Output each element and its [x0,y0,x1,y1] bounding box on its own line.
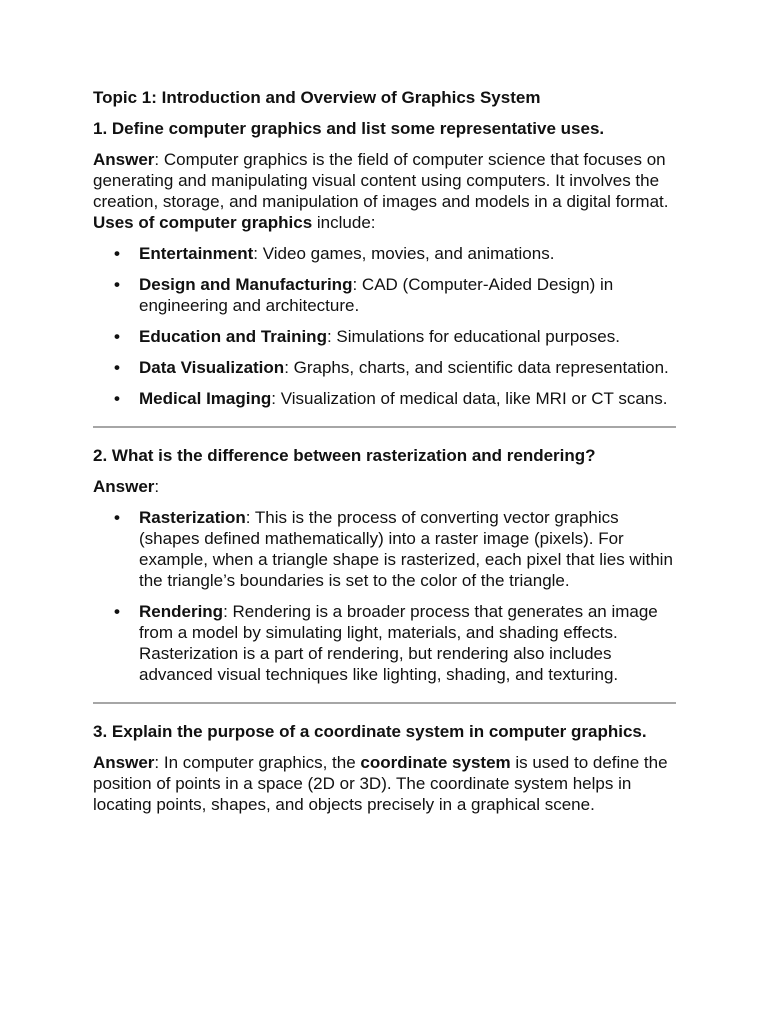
uses-list [93,243,677,409]
list-item-term: Rasterization [139,508,246,527]
list-item [93,274,677,316]
list-item-desc: : Video games, movies, and animations. [253,244,555,263]
difference-list [93,507,677,685]
list-item-term: Data Visualization [139,358,285,377]
question-3-section [93,721,677,815]
bullet-icon: • [114,508,120,527]
list-item-desc: : This is the process of converting vector graphics (shapes defined mathematically) into a raster image (pixels). For example, when a triangle shape is rasterized, each pixel that lies within the triangle’s boundaries is set to the color of the triangle. [139,508,673,590]
list-item [93,601,677,685]
answer-suffix: : [154,477,160,496]
bullet-icon: • [114,358,120,377]
list-item-term: Medical Imaging [139,389,272,408]
uses-suffix: include: [312,213,376,232]
list-item [93,388,677,409]
list-item [93,243,677,264]
bullet-icon: • [114,602,120,621]
list-item [93,507,677,591]
uses-label: Uses of computer graphics [93,213,313,232]
list-item [93,357,677,378]
answer-label: Answer [93,477,155,496]
section-divider [93,426,676,428]
question-3-answer [93,752,677,815]
question-1-section [93,118,677,409]
question-2-section [93,445,677,685]
list-item-term: Rendering [139,602,224,621]
question-3-heading: 3. Explain the purpose of a coordinate system in computer graphics. [93,722,647,741]
list-item-desc: : Visualization of medical data, like MRI or CT scans. [271,389,668,408]
list-item-desc: : CAD (Computer-Aided Design) in engineering and architecture. [139,275,614,315]
question-1-heading: 1. Define computer graphics and list some representative uses. [93,119,605,138]
answer-label: Answer [93,150,155,169]
list-item-term: Education and Training [139,327,327,346]
topic-title: Topic 1: Introduction and Overview of Graphics System [93,88,541,107]
answer-text: is used to define the position of points in a space (2D or 3D). The coordinate system helps in locating points, shapes, and objects precisely in a graphical scene. [93,753,668,814]
bullet-icon: • [114,389,120,408]
answer-text: : In computer graphics, the [154,753,361,772]
list-item-desc: : Graphs, charts, and scientific data representation. [284,358,669,377]
list-item-term: Entertainment [139,244,254,263]
document-content [93,87,677,825]
list-item-desc: : Simulations for educational purposes. [326,327,620,346]
bullet-icon: • [114,244,120,263]
bullet-icon: • [114,327,120,346]
answer-text: : Computer graphics is the field of computer science that focuses on generating and manipulating visual content using computers. It involves the creation, storage, and manipulation of images and models in a digital format. [93,150,669,211]
list-item-desc: : Rendering is a broader process that generates an image from a model by simulating light, materials, and shading effects. Rasterization is a part of rendering, but rendering also includes advanced visual techniques like lighting, shading, and texturing. [139,602,658,684]
list-item-term: Design and Manufacturing [139,275,353,294]
question-1-answer [93,149,677,233]
coordinate-system-term: coordinate system [360,753,511,772]
question-2-heading: 2. What is the difference between rasterization and rendering? [93,446,596,465]
question-2-answer [93,476,677,497]
answer-label: Answer [93,753,155,772]
section-divider [93,702,676,704]
bullet-icon: • [114,275,120,294]
list-item [93,326,677,347]
